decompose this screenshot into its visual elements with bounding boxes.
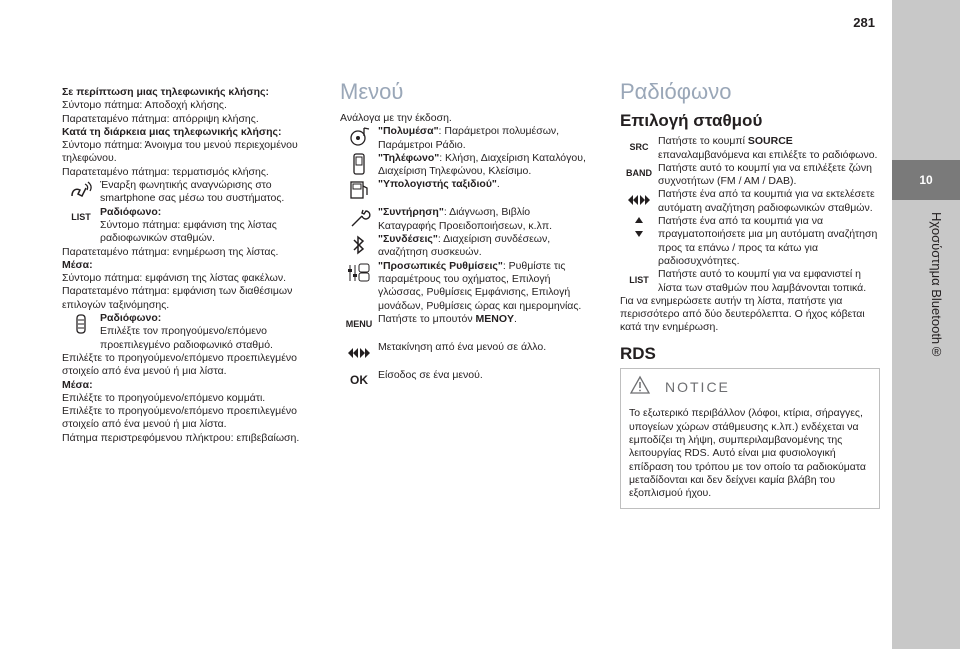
menu-row-multimedia xyxy=(340,125,590,152)
label-multimedia: "Πολυμέσα" xyxy=(378,125,439,138)
label-source: SOURCE xyxy=(747,135,793,148)
ok-button-icon: OK xyxy=(350,373,368,388)
phone-icon xyxy=(340,152,378,176)
text-radio-menu-item: Επιλέξτε το προηγούμενο/επόμενο προεπιλεγμένο στοιχείο από ένα μενού ή μια λίστα. xyxy=(62,351,297,378)
text-long-press-reject: Παρατεταμένο πάτημα: απόρριψη κλήσης. xyxy=(62,112,259,125)
thumbwheel-icon xyxy=(62,312,100,336)
chapter-title: Ηχοσύστημα Bluetooth® xyxy=(929,212,944,360)
heading-media: Μέσα: xyxy=(62,258,93,271)
text-version-note: Ανάλογα με την έκδοση. xyxy=(340,112,452,124)
wrench-icon xyxy=(340,206,378,230)
heading-media-2: Μέσα: xyxy=(62,378,93,391)
text-radio-update: Παρατεταμένο πάτημα: ενημέρωση της λίστας. xyxy=(62,245,279,258)
seek-row xyxy=(620,188,880,215)
bluetooth-icon xyxy=(340,233,378,257)
column-steering-controls xyxy=(62,86,312,445)
left-right-arrows-icon xyxy=(340,341,378,365)
thumbwheel-row xyxy=(62,312,312,352)
text-short-press-menu: Σύντομο πάτημα: Άνοιγμα του μενού περιεχομένου τηλεφώνου. xyxy=(62,139,298,165)
text-long-press-end: Παρατεταμένο πάτημα: τερματισμός κλήσης. xyxy=(62,165,269,178)
chapter-number: 10 xyxy=(892,160,960,200)
src-button-icon: SRC xyxy=(629,141,649,152)
text-maintenance: : Διάγνωση, Βιβλίο Καταγραφής Προειδοποιήσεων, κ.λπ. xyxy=(378,206,553,232)
text-multimedia: : Παράμετροι πολυμέσων, Παράμετροι Ράδιο. xyxy=(378,125,560,151)
label-menu-button: MENOY xyxy=(475,312,515,325)
src-row xyxy=(620,135,880,162)
text-seek: Πατήστε ένα από τα κουμπιά για να εκτελέσετε αυτόματη αναζήτηση ραδιοφωνικών σταθμών. xyxy=(658,188,875,214)
text-station-list: Πατήστε αυτό το κουμπί για να εμφανιστεί η λίστα των σταθμών που λαμβάνονται τοπικά. xyxy=(658,268,867,294)
menu-button-icon: MENU xyxy=(345,319,373,330)
multimedia-icon xyxy=(340,125,378,149)
text-media-track: Επιλέξτε το προηγούμενο/επόμενο κομμάτι. xyxy=(62,391,266,404)
label-phone: "Τηλέφωνο" xyxy=(378,151,440,164)
label-personal-settings: "Προσωπικές Ρυθμίσεις" xyxy=(378,259,503,272)
menu-row-personal-settings xyxy=(340,260,590,313)
text-connections: : Διαχείριση συνδέσεων, αναζήτηση συσκευών. xyxy=(378,233,551,259)
heading-during-call: Κατά τη διάρκεια μιας τηλεφωνικής κλήσης: xyxy=(62,125,282,138)
heading-radio: Ραδιόφωνο: xyxy=(100,205,162,218)
menu-row-maintenance xyxy=(340,206,590,233)
menu-row-connections xyxy=(340,233,590,260)
text-phone: : Κλήση, Διαχείριση Καταλόγου, Διαχείριση Τηλεφώνου, Κλείσιμο. xyxy=(378,151,586,178)
up-down-arrows-icon xyxy=(620,215,658,239)
notice-title: NOTICE xyxy=(665,378,730,395)
voice-command-icon xyxy=(62,179,100,203)
column-radio xyxy=(620,78,880,509)
heading-incoming-call: Σε περίπτωση μιας τηλεφωνικής κλήσης: xyxy=(62,86,269,98)
warning-icon xyxy=(629,375,651,399)
text-manual-search: Πατήστε ένα από τα κουμπιά για να πραγματοποιήσετε μια μη αυτόματη αναζήτηση προς τα επάνω / προς τα κάτω για ραδιοσυχνότητες. xyxy=(658,215,878,267)
list-button-icon-2: LIST xyxy=(629,274,649,285)
column-menus xyxy=(340,78,590,393)
label-connections: "Συνδέσεις" xyxy=(378,233,438,246)
label-trip-computer: "Υπολογιστής ταξιδιού" xyxy=(378,178,497,191)
chapter-side-tab xyxy=(892,0,960,649)
text-voice-recognition: Έναρξη φωνητικής αναγνώρισης στο smartphone σας μέσω του συστήματος. xyxy=(100,179,285,205)
band-row xyxy=(620,162,880,189)
voice-row xyxy=(62,179,312,206)
ok-row xyxy=(340,369,590,393)
text-press-button: Πατήστε το μπουτόν xyxy=(378,312,476,325)
section-title-menu: Μενού xyxy=(340,79,404,104)
text-period: . xyxy=(514,312,517,325)
heading-station-selection: Επιλογή σταθμού xyxy=(620,111,763,130)
band-button-icon: BAND xyxy=(626,168,652,179)
menu-button-row xyxy=(340,313,590,337)
label-maintenance: "Συντήρηση" xyxy=(378,206,444,219)
text-move-menu: Μετακίνηση από ένα μενού σε άλλο. xyxy=(378,340,547,353)
section-title-radio: Ραδιόφωνο xyxy=(620,79,732,104)
text-enter-menu: Είσοδος σε ένα μενού. xyxy=(378,368,483,381)
text-confirm: Πάτημα περιστρεφόμενου πλήκτρου: επιβεβαίωση. xyxy=(62,431,300,444)
settings-sliders-icon xyxy=(340,260,378,284)
menu-row-phone xyxy=(340,152,590,179)
text-band: Πατήστε αυτό το κουμπί για να επιλέξετε ζώνη συχνοτήτων (FM / AM / DAB). xyxy=(658,161,872,188)
list-row xyxy=(62,206,312,246)
text-source-repeat: επαναλαμβανόμενα και επιλέξτε το ραδιόφωνο. xyxy=(658,148,878,161)
text-media-folders: Σύντομο πάτημα: εμφάνιση της λίστας φακέλων. xyxy=(62,272,287,285)
text-media-sort: Παρατεταμένο πάτημα: εμφάνιση των διαθέσιμων επιλογών ταξινόμησης. xyxy=(62,285,293,311)
text-short-press-accept: Σύντομο πάτημα: Αποδοχή κλήσης. xyxy=(62,99,227,112)
seek-arrows-icon xyxy=(620,188,658,212)
list-button-icon: LIST xyxy=(71,212,91,223)
notice-text: Το εξωτερικό περιβάλλον (λόφοι, κτίρια, σήραγγες, υπογείων χώρων στάθμευσης κ.λπ.) ενδέχεται να εμποδίζει τη λήψη, συμπεριλαμβανομένης της λειτουργίας RDS. Αυτό είναι μια φυσιολογική επίδραση του τρόπου με τον οποίο τα ραδιοκύματα μεταδίδονται και δεν δείχνει καμία βλάβη του εξοπλισμού ήχου. xyxy=(629,407,866,500)
trip-computer-icon xyxy=(340,178,378,202)
text-personal-settings: : Ρυθμίστε τις παραμέτρους του οχήματος, Επιλογή γλώσσας, Ρυθμίσεις Εμφάνισης, Επιλογή μονάδων, Ρυθμίσεις ώρας και ημερομηνίας. xyxy=(378,259,582,312)
text-radio-list: Σύντομο πάτημα: εμφάνιση της λίστας ραδιοφωνικών σταθμών. xyxy=(100,218,277,245)
notice-box xyxy=(620,368,880,509)
page-number: 281 xyxy=(853,15,875,30)
heading-rds: RDS xyxy=(620,343,656,363)
text-update-list: Για να ενημερώσετε αυτήν τη λίστα, πατήστε για περισσότερο από δύο δευτερόλεπτα. Ο ήχος κόβεται κατά την ενημέρωση. xyxy=(620,294,865,334)
menu-row-trip-computer xyxy=(340,178,590,202)
text-media-menu-item: Επιλέξτε το προηγούμενο/επόμενο προεπιλεγμένο στοιχείο από ένα μενού ή μια λίστα. xyxy=(62,405,297,431)
text-press-source: Πατήστε το κουμπί xyxy=(658,135,748,148)
heading-radio-2: Ραδιόφωνο: xyxy=(100,312,162,325)
text-trip-computer: . xyxy=(496,178,500,191)
text-radio-preset: Επιλέξτε τον προηγούμενο/επόμενο προεπιλεγμένο ραδιοφωνικό σταθμό. xyxy=(100,325,273,351)
navigate-row xyxy=(340,341,590,365)
updown-row xyxy=(620,215,880,268)
list-row-radio xyxy=(620,268,880,295)
